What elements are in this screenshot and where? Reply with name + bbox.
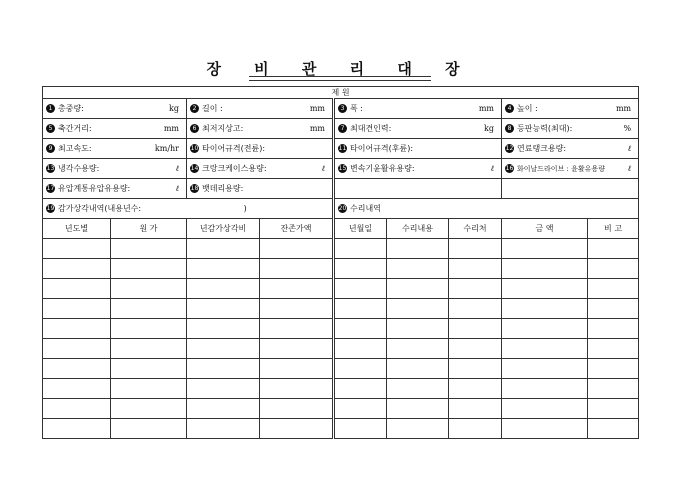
spec-unit: mm bbox=[309, 104, 325, 113]
ledger-cell[interactable] bbox=[387, 239, 449, 259]
ledger-cell[interactable] bbox=[449, 379, 502, 399]
circled-number: 13 bbox=[46, 165, 55, 172]
depreciation-close: ) bbox=[243, 204, 247, 213]
ledger-cell[interactable] bbox=[334, 319, 387, 339]
circled-number: 12 bbox=[505, 145, 514, 152]
ledger-cell[interactable] bbox=[43, 379, 111, 399]
circled-number: 6 bbox=[190, 124, 199, 133]
spec-unit: ℓ bbox=[175, 184, 179, 193]
ledger-cell[interactable] bbox=[260, 379, 334, 399]
ledger-cell[interactable] bbox=[387, 299, 449, 319]
ledger-cell[interactable] bbox=[260, 299, 334, 319]
spec-unit: ℓ bbox=[321, 164, 325, 173]
circled-number: 3 bbox=[338, 104, 347, 113]
ledger-cell[interactable] bbox=[334, 279, 387, 299]
ledger-cell[interactable] bbox=[334, 259, 387, 279]
ledger-cell[interactable] bbox=[260, 339, 334, 359]
col-header-amount: 금 액 bbox=[502, 219, 588, 239]
spec-row bbox=[43, 179, 639, 199]
spec-cell-b bbox=[187, 159, 334, 179]
ledger-cell[interactable] bbox=[187, 419, 260, 439]
ledger-cell[interactable] bbox=[187, 279, 260, 299]
ledger-cell[interactable] bbox=[387, 419, 449, 439]
ledger-cell[interactable] bbox=[111, 399, 187, 419]
spec-cell-a bbox=[43, 139, 187, 159]
col-header-cost: 원 가 bbox=[111, 219, 187, 239]
ledger-cell[interactable] bbox=[449, 339, 502, 359]
ledger-cell[interactable] bbox=[387, 339, 449, 359]
col-header-date: 년월일 bbox=[334, 219, 387, 239]
ledger-cell[interactable] bbox=[588, 399, 639, 419]
ledger-row bbox=[43, 419, 639, 439]
ledger-cell[interactable] bbox=[502, 359, 588, 379]
spec-unit: mm bbox=[478, 104, 494, 113]
circled-number: 20 bbox=[338, 205, 347, 212]
circled-number: 10 bbox=[190, 145, 199, 152]
spec-cell-b bbox=[187, 119, 334, 139]
spec-cell-c bbox=[334, 99, 502, 119]
spec-label: 축간거리: bbox=[58, 124, 92, 133]
page-title: 장 비 관 리 대 장 bbox=[206, 60, 474, 78]
title-underline bbox=[249, 76, 431, 81]
spec-unit: mm bbox=[615, 104, 632, 113]
ledger-cell[interactable] bbox=[111, 359, 187, 379]
ledger-cell[interactable] bbox=[187, 319, 260, 339]
ledger-cell[interactable] bbox=[588, 379, 639, 399]
ledger-cell[interactable] bbox=[334, 239, 387, 259]
spec-unit: kg bbox=[169, 104, 179, 113]
circled-number: 8 bbox=[505, 124, 514, 133]
spec-cell-b bbox=[187, 139, 334, 159]
ledger-cell[interactable] bbox=[588, 239, 639, 259]
spec-header: 제 원 bbox=[43, 87, 639, 99]
spec-unit: ℓ bbox=[627, 164, 632, 173]
repair-section-title bbox=[334, 199, 639, 219]
spec-cell-d bbox=[502, 119, 639, 139]
ledger-cell[interactable] bbox=[502, 259, 588, 279]
ledger-cell[interactable] bbox=[449, 319, 502, 339]
spec-label: 높이 : bbox=[517, 104, 538, 113]
ledger-cell[interactable] bbox=[387, 259, 449, 279]
spec-cell-d bbox=[502, 159, 639, 179]
ledger-cell[interactable] bbox=[334, 419, 387, 439]
spec-row bbox=[43, 159, 639, 179]
spec-label: 뱃데리용량: bbox=[202, 184, 244, 193]
circled-number: 14 bbox=[190, 165, 199, 172]
spec-label: 폭 : bbox=[350, 104, 363, 113]
col-header-repair-shop: 수리처 bbox=[449, 219, 502, 239]
ledger-cell[interactable] bbox=[111, 259, 187, 279]
ledger-cell[interactable] bbox=[334, 379, 387, 399]
ledger-cell[interactable] bbox=[449, 419, 502, 439]
spec-unit: ℓ bbox=[627, 144, 632, 153]
spec-cell-a bbox=[43, 159, 187, 179]
equipment-ledger-table bbox=[42, 86, 639, 439]
ledger-row bbox=[43, 359, 639, 379]
ledger-cell[interactable] bbox=[449, 239, 502, 259]
ledger-row bbox=[43, 299, 639, 319]
ledger-cell[interactable] bbox=[43, 339, 111, 359]
col-header-residual-value: 잔존가액 bbox=[260, 219, 334, 239]
circled-number: 18 bbox=[190, 185, 199, 192]
spec-unit: kg bbox=[484, 124, 494, 133]
ledger-cell[interactable] bbox=[387, 359, 449, 379]
ledger-row bbox=[43, 339, 639, 359]
ledger-row bbox=[43, 239, 639, 259]
circled-number: 15 bbox=[338, 165, 347, 172]
ledger-cell[interactable] bbox=[588, 259, 639, 279]
circled-number: 16 bbox=[505, 165, 514, 172]
spec-unit: km/hr bbox=[154, 144, 179, 153]
ledger-cell[interactable] bbox=[43, 419, 111, 439]
ledger-cell[interactable] bbox=[187, 399, 260, 419]
circled-number: 9 bbox=[46, 144, 55, 153]
ledger-cell[interactable] bbox=[260, 319, 334, 339]
ledger-cell[interactable] bbox=[502, 239, 588, 259]
ledger-cell[interactable] bbox=[502, 399, 588, 419]
col-header-repair-content: 수리내용 bbox=[387, 219, 449, 239]
circled-number: 4 bbox=[505, 104, 514, 113]
spec-unit: mm bbox=[309, 124, 325, 133]
spec-label: 등판능력(최대): bbox=[517, 124, 573, 133]
spec-label: 변속기윤활유용량: bbox=[350, 164, 415, 173]
circled-number: 2 bbox=[190, 104, 199, 113]
ledger-cell[interactable] bbox=[334, 359, 387, 379]
ledger-cell[interactable] bbox=[588, 359, 639, 379]
spec-label: 냉각수용량: bbox=[58, 164, 100, 173]
ledger-cell[interactable] bbox=[387, 379, 449, 399]
ledger-cell[interactable] bbox=[588, 299, 639, 319]
ledger-cell[interactable] bbox=[502, 419, 588, 439]
col-header-year: 년도별 bbox=[43, 219, 111, 239]
ledger-cell[interactable] bbox=[260, 279, 334, 299]
ledger-row bbox=[43, 379, 639, 399]
ledger-cell[interactable] bbox=[334, 299, 387, 319]
ledger-cell[interactable] bbox=[449, 359, 502, 379]
spec-cell-b bbox=[187, 99, 334, 119]
ledger-cell[interactable] bbox=[449, 259, 502, 279]
spec-label: 화이날드라이브 : 윤활유용량 bbox=[517, 164, 605, 173]
ledger-cell[interactable] bbox=[502, 299, 588, 319]
ledger-cell[interactable] bbox=[449, 299, 502, 319]
ledger-cell[interactable] bbox=[43, 259, 111, 279]
circled-number: 5 bbox=[46, 124, 55, 133]
ledger-cell[interactable] bbox=[111, 379, 187, 399]
ledger-cell[interactable] bbox=[260, 419, 334, 439]
ledger-cell[interactable] bbox=[187, 379, 260, 399]
ledger-cell[interactable] bbox=[334, 339, 387, 359]
ledger-cell[interactable] bbox=[111, 299, 187, 319]
spec-cell-c bbox=[334, 139, 502, 159]
spec-cell-a bbox=[43, 119, 187, 139]
ledger-cell[interactable] bbox=[43, 299, 111, 319]
ledger-cell[interactable] bbox=[111, 339, 187, 359]
ledger-cell[interactable] bbox=[111, 279, 187, 299]
circled-number: 1 bbox=[46, 104, 55, 113]
depreciation-section-title bbox=[43, 199, 334, 219]
spec-row bbox=[43, 139, 639, 159]
spec-row bbox=[43, 99, 639, 119]
ledger-cell[interactable] bbox=[449, 279, 502, 299]
spec-label: 타이어규격(전륜): bbox=[202, 144, 266, 153]
col-header-annual-depreciation: 년감가상각비 bbox=[187, 219, 260, 239]
ledger-cell[interactable] bbox=[588, 319, 639, 339]
spec-label: 길이 : bbox=[202, 104, 223, 113]
ledger-cell[interactable] bbox=[111, 419, 187, 439]
ledger-cell[interactable] bbox=[187, 299, 260, 319]
ledger-cell[interactable] bbox=[260, 259, 334, 279]
ledger-cell[interactable] bbox=[43, 359, 111, 379]
spec-label: 유압계통유압유용량: bbox=[58, 184, 131, 193]
circled-number: 7 bbox=[338, 124, 347, 133]
ledger-cell[interactable] bbox=[43, 399, 111, 419]
ledger-cell[interactable] bbox=[187, 259, 260, 279]
spec-label: 총중량: bbox=[58, 104, 84, 113]
ledger-cell[interactable] bbox=[502, 319, 588, 339]
repair-title: 수리내역 bbox=[350, 204, 381, 213]
spec-cell-c bbox=[334, 119, 502, 139]
ledger-cell[interactable] bbox=[449, 399, 502, 419]
ledger-cell[interactable] bbox=[111, 239, 187, 259]
spec-cell-d bbox=[502, 179, 639, 199]
spec-cell-d bbox=[502, 139, 639, 159]
ledger-row bbox=[43, 319, 639, 339]
spec-label: 크랑크케이스용량: bbox=[202, 164, 267, 173]
ledger-cell[interactable] bbox=[588, 279, 639, 299]
spec-label: 최대견인력: bbox=[350, 124, 392, 133]
spec-row bbox=[43, 119, 639, 139]
ledger-cell[interactable] bbox=[260, 399, 334, 419]
spec-cell-c bbox=[334, 179, 502, 199]
ledger-cell[interactable] bbox=[187, 239, 260, 259]
ledger-row bbox=[43, 279, 639, 299]
spec-label: 최저지상고: bbox=[202, 124, 244, 133]
ledger-cell[interactable] bbox=[43, 239, 111, 259]
ledger-cell[interactable] bbox=[111, 319, 187, 339]
circled-number: 19 bbox=[46, 205, 55, 212]
ledger-cell[interactable] bbox=[387, 279, 449, 299]
spec-cell-b bbox=[187, 179, 334, 199]
spec-unit: ℓ bbox=[490, 164, 494, 173]
spec-cell-a bbox=[43, 179, 187, 199]
ledger-cell[interactable] bbox=[502, 339, 588, 359]
ledger-cell[interactable] bbox=[260, 239, 334, 259]
spec-label: 최고속도: bbox=[58, 144, 92, 153]
ledger-row bbox=[43, 259, 639, 279]
ledger-cell[interactable] bbox=[588, 339, 639, 359]
spec-cell-a bbox=[43, 99, 187, 119]
spec-cell-d bbox=[502, 99, 639, 119]
spec-cell-c bbox=[334, 159, 502, 179]
ledger-cell[interactable] bbox=[334, 399, 387, 419]
ledger-cell[interactable] bbox=[502, 379, 588, 399]
ledger-cell[interactable] bbox=[387, 399, 449, 419]
spec-unit: mm bbox=[163, 124, 179, 133]
circled-number: 17 bbox=[46, 185, 55, 192]
depreciation-title: 감가상각내역(내용년수: bbox=[58, 204, 142, 213]
spec-unit: % bbox=[623, 124, 632, 133]
spec-label: 타이어규격(후륜): bbox=[350, 144, 414, 153]
ledger-cell[interactable] bbox=[502, 279, 588, 299]
ledger-cell[interactable] bbox=[187, 359, 260, 379]
circled-number: 11 bbox=[338, 145, 347, 152]
ledger-cell[interactable] bbox=[260, 359, 334, 379]
ledger-cell[interactable] bbox=[387, 319, 449, 339]
ledger-cell[interactable] bbox=[43, 319, 111, 339]
spec-unit: ℓ bbox=[175, 164, 179, 173]
ledger-cell[interactable] bbox=[43, 279, 111, 299]
ledger-cell[interactable] bbox=[187, 339, 260, 359]
ledger-row bbox=[43, 399, 639, 419]
spec-label: 연료탱크용량: bbox=[517, 144, 567, 153]
col-header-remarks: 비 고 bbox=[588, 219, 639, 239]
ledger-cell[interactable] bbox=[588, 419, 639, 439]
